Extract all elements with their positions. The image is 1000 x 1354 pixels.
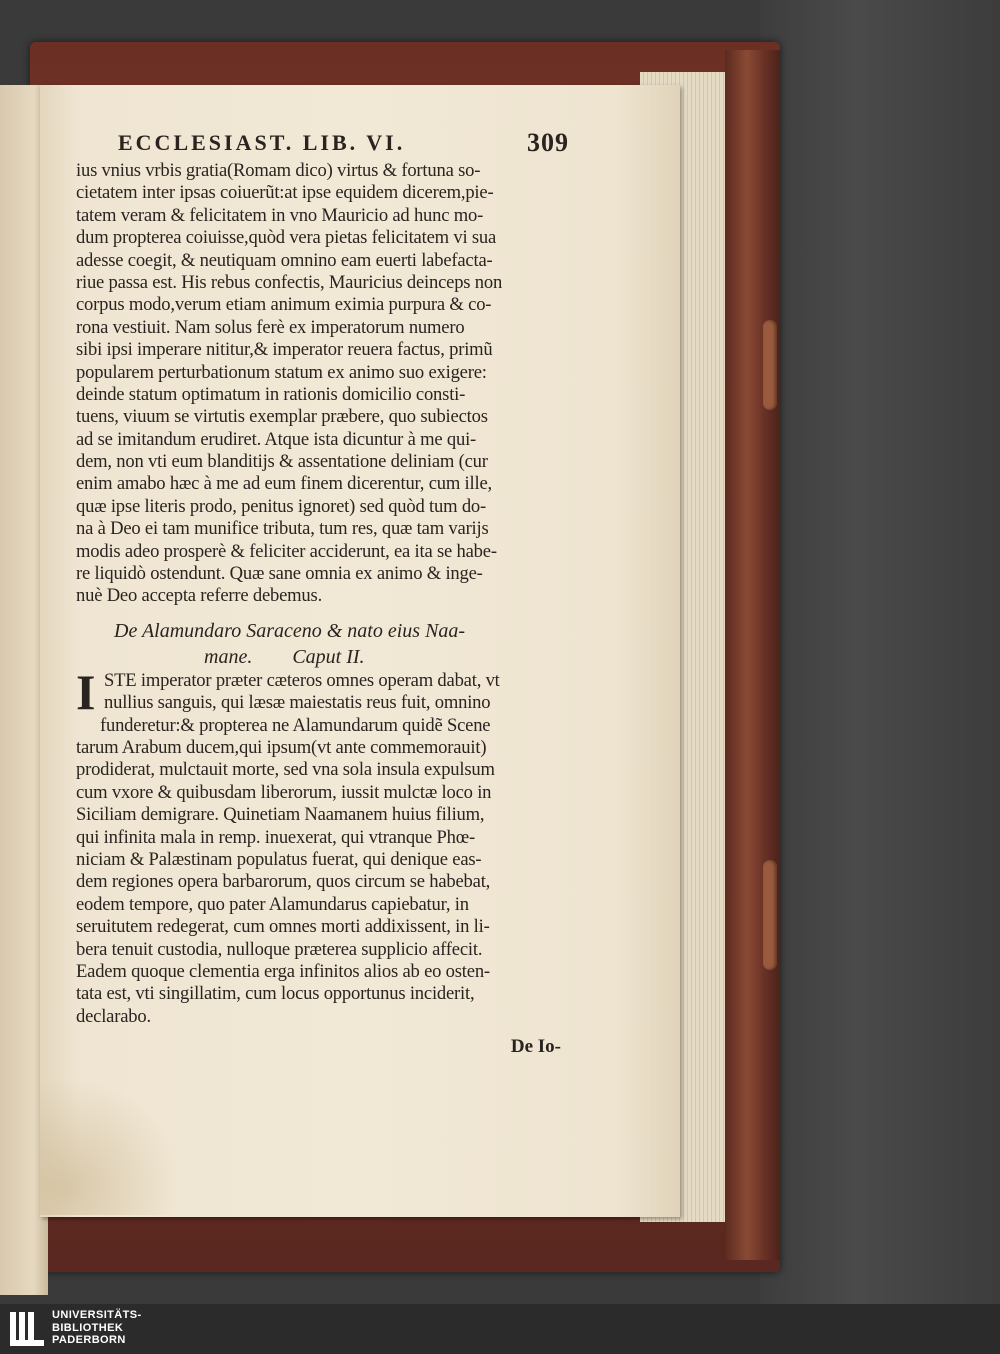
page-stain [40,1075,180,1215]
text-line: cietatem inter ipsas coiuerũt:at ipse equidem dicerem,pie- [76,182,494,204]
text-line: sibi ipsi imperare nititur,& imperator reuera factus, primũ [76,339,493,361]
text-line: nuè Deo accepta referre debemus. [76,585,323,607]
text-line: Eadem quoque clementia erga infinitos alios ab eo osten- [76,960,490,982]
page-number: 309 [527,128,569,157]
text-line: popularem perturbationum statum ex animo suo exigere: [76,361,487,383]
text-line: riue passa est. His rebus confectis, Mauricius deinceps non [76,271,503,293]
text-line: adesse coegit, & neutiquam omnino eam euerti labefacta- [76,249,493,271]
text-line: rona vestiuit. Nam solus ferè ex imperatorum numero [76,316,465,338]
text-line: quæ ipse literis prodo, penitus ignoret) sed quòd tum do- [76,495,487,517]
text-line: dum propterea coiuisse,quòd vera pietas felicitatem vi sua [76,227,497,249]
library-name-line: BIBLIOTHEK [52,1321,124,1334]
running-head [76,128,569,160]
text-line: seruitutem redegerat, cum omnes morti addixissent, in li- [76,916,490,938]
text-line: dem regiones opera barbarorum, quos circum se habebat, [76,871,491,893]
leather-bump [763,320,777,410]
leather-bump [763,860,777,970]
text-line: deinde statum optimatum in rationis domicilio consti- [76,383,466,405]
chapter-heading-cont: mane. Caput II. [204,645,365,668]
text-line: ius vnius vrbis gratia(Romam dico) virtus & fortuna so- [76,160,481,181]
text-line: cum vxore & quibusdam liberorum, iussit mulctæ loco in [76,781,492,803]
cover-edge [725,50,780,1260]
text-line: re liquidò ostendunt. Quæ sane omnia ex animo & inge- [76,563,483,585]
text-line: funderetur:& propterea ne Alamundarum quidẽ Scene [100,714,491,736]
library-logo-icon [10,1312,44,1346]
text-line: enim amabo hæc à me ad eum finem dicerentur, cum ille, [76,473,492,495]
chapter-paragraph [76,663,561,1028]
paragraph-top [76,160,561,608]
text-line: tatem veram & felicitatem in vno Mauricio ad hunc mo- [76,204,484,226]
text-line: corpus modo,verum etiam animum eximia purpura & co- [76,294,492,316]
text-line: tuens, viuum se virtutis exemplar præbere, quo subiectos [76,406,488,428]
text-line: ad se imitandum erudiret. Atque ista dicuntur à me qui- [76,428,477,450]
text-line: tarum Arabum ducem,qui ipsum(vt ante commemorauit) [76,736,487,758]
text-line: dem, non vti eum blanditijs & assentatione deliniam (cur [76,451,488,473]
text-line: eodem tempore, quo pater Alamundarus capiebatur, in [76,893,469,915]
background [760,0,1000,1304]
text-line: prodiderat, mulctauit morte, sed vna sola insula expulsum [76,759,495,781]
text-line: nullius sanguis, qui læsæ maiestatis reus fuit, omnino [104,692,491,714]
library-name-line: PADERBORN [52,1334,126,1346]
running-head-title: ECCLESIAST. LIB. VI. [118,130,406,155]
text-line: qui infinita mala in remp. inuexerat, qui vtranque Phœ- [76,826,475,848]
library-footer [0,1304,1000,1354]
catchword: De Io- [510,1036,561,1058]
text-line: bera tenuit custodia, nulloque præterea supplicio affecit. [76,938,483,960]
text-line: tata est, vti singillatim, cum locus opportunus inciderit, [76,983,475,1005]
library-name [52,1309,142,1347]
text-line: modis adeo prosperè & feliciter acciderunt, ea ita se habe- [76,540,497,562]
page-text [76,128,569,1060]
chapter-heading: De Alamundaro Saraceno & nato eius Naa- [114,619,466,642]
text-line: niciam & Palæstinam populatus fuerat, qui denique eas- [76,848,482,870]
text-line: STE imperator præter cæteros omnes operam dabat, vt [104,669,500,691]
library-name-line: UNIVERSITÄTS- [52,1309,142,1321]
text-line: Siciliam demigrare. Quinetiam Naamanem huius filium, [76,804,485,826]
text-line: na à Deo ei tam munifice tributa, tum res, quæ tam varijs [76,518,489,540]
text-line: declarabo. [76,1005,151,1027]
drop-cap: I [76,663,96,720]
